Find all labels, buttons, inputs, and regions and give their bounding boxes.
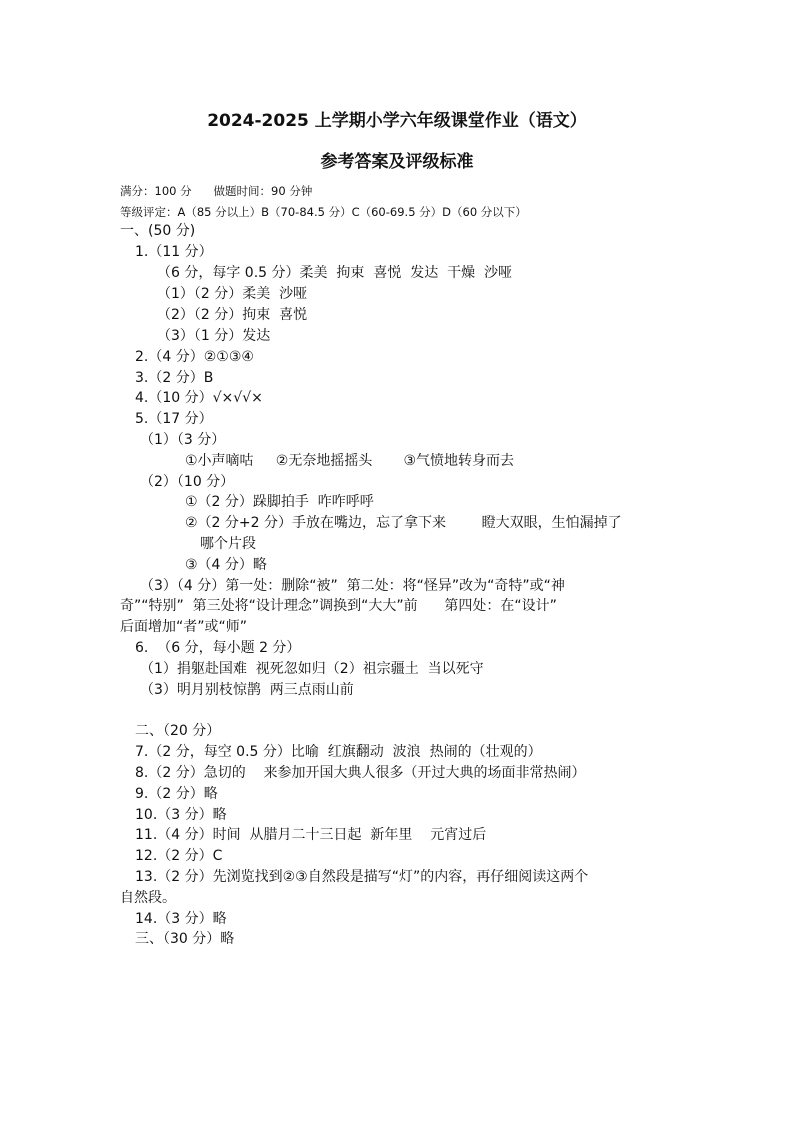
q5-part1-answer: ①小声嘀咕 ②无奈地摇摇头 ③气愤地转身而去	[185, 453, 515, 469]
q12-answer: 12.（2 分）C	[135, 848, 223, 864]
q1-sub3: （3）（1 分）发达	[157, 328, 271, 344]
q4-answer: 4.（10 分）√×√√×	[135, 390, 263, 406]
q6-line1: （1）捐躯赴国难 视死忽如归（2）祖宗疆土 当以死守	[140, 661, 484, 677]
q5-part2-c: ③（4 分）略	[185, 557, 267, 573]
q5-part2-b: ②（2 分+2 分）手放在嘴边，忘了拿下来 瞪大双眼，生怕漏掉了	[185, 515, 622, 531]
q5-part2-b-continued: 哪个片段	[200, 536, 256, 552]
grading-line: 等级评定：A（85 分以上）B（70-84.5 分）C（60-69.5 分）D（60 分以下）	[120, 205, 527, 219]
q5-part2-label: （2）（10 分）	[140, 474, 235, 490]
section-2-heading: 二、（20 分）	[135, 723, 221, 739]
q3-answer: 3.（2 分）B	[135, 370, 214, 386]
q5-part3-line3: 后面增加“者”或“师”	[120, 619, 248, 635]
q1-sub1: （1）（2 分）柔美 沙哑	[157, 286, 308, 302]
q5-part2-a: ①（2 分）跺脚拍手 咋咋呼呼	[185, 494, 374, 510]
q7-answer: 7.（2 分，每空 0.5 分）比喻 红旗翻动 波浪 热闹的（壮观的）	[135, 744, 542, 760]
q5-label: 5.（17 分）	[135, 411, 213, 427]
q1-label: 1.（11 分）	[135, 244, 213, 260]
q6-label: 6. （6 分，每小题 2 分）	[135, 640, 301, 656]
q13-line2: 自然段。	[120, 890, 176, 906]
score-time-line: 满分：100 分 做题时间：90 分钟	[120, 184, 313, 198]
q6-line2: （3）明月别枝惊鹊 两三点雨山前	[140, 682, 354, 698]
q8-answer: 8.（2 分）急切的 来参加开国大典人很多（开过大典的场面非常热闹）	[135, 765, 586, 781]
page-subtitle: 参考答案及评级标准	[320, 152, 474, 172]
page-title: 2024-2025 上学期小学六年级课堂作业（语文）	[207, 111, 587, 131]
q11-answer: 11.（4 分）时间 从腊月二十三日起 新年里 元宵过后	[135, 827, 487, 843]
section-1-heading: 一、(50 分)	[120, 223, 196, 239]
q1-intro: （6 分，每字 0.5 分）柔美 拘束 喜悦 发达 干燥 沙哑	[157, 265, 513, 281]
q5-part3-line2: 奇”“特别” 第三处将“设计理念”调换到“大大”前 第四处：在“设计”	[120, 598, 557, 614]
q2-answer: 2.（4 分）②①③④	[135, 349, 254, 365]
q9-answer: 9.（2 分）略	[135, 786, 218, 802]
q13-line1: 13.（2 分）先浏览找到②③自然段是描写“灯”的内容，再仔细阅读这两个	[135, 869, 589, 885]
q14-answer: 14.（3 分）略	[135, 911, 227, 927]
section-3-heading: 三、（30 分）略	[135, 931, 235, 947]
q10-answer: 10.（3 分）略	[135, 807, 227, 823]
q1-sub2: （2）（2 分）拘束 喜悦	[157, 307, 308, 323]
q5-part3-line1: （3）（4 分）第一处：删除“被” 第二处：将“怪异”改为“奇特”或“神	[140, 578, 565, 594]
q5-part1-label: （1）（3 分）	[140, 432, 226, 448]
